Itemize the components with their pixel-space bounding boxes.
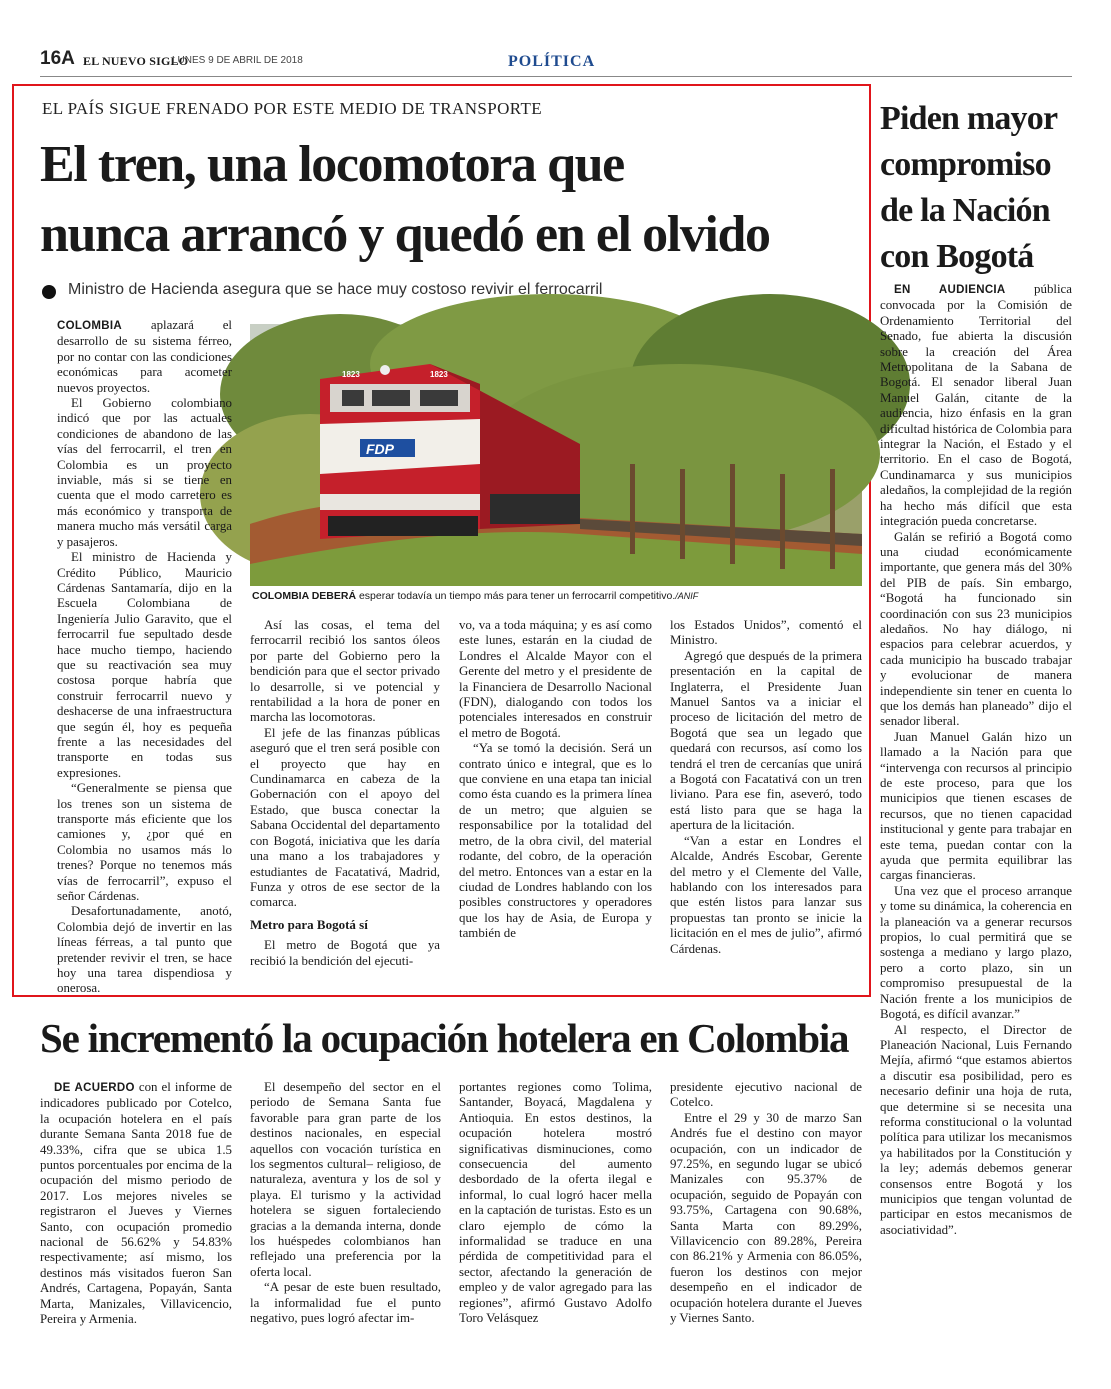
page-header [0, 0, 1111, 78]
caption-credit: /ANIF [675, 591, 699, 601]
paragraph: “A pesar de este buen resultado, la informalidad fue el punto negativo, pues logró afectar im- [250, 1280, 441, 1326]
locomotive-number-left: 1823 [342, 370, 360, 379]
article-headline-line2: nunca arrancó y quedó en el olvido [40, 206, 770, 263]
side-headline [880, 96, 1080, 280]
side-headline-line: compromiso [880, 146, 1051, 183]
article-headline-line1: El tren, una locomotora que [40, 136, 624, 193]
paragraph: Entre el 29 y 30 de marzo San Andrés fue el destino con mayor ocupación, con un indicador de 97.25%, en segundo lugar se ubicó Manizales con 95.37% de ocupación, seguido de Popayán con 93.75%, Cartagena con 90.68%, Santa Marta con 89.29%, Villavicencio con 89.28%, Pereira con 86.21% y Armenia con 86.05%, fueron los destinos con mejor desempeño en el indicador de ocupación hotelera durante el Jueves y Viernes Santo. [670, 1110, 862, 1326]
col1-lead: COLOMBIA [57, 320, 123, 332]
hotel-column-4 [670, 1080, 862, 1335]
main-column-4 [670, 618, 862, 978]
side-headline-line: Piden mayor [880, 100, 1058, 137]
section-title: POLÍTICA [508, 53, 596, 70]
side-column [880, 282, 1072, 1342]
paragraph: El metro de Bogotá que ya recibió la bendición del ejecuti- [250, 938, 440, 968]
paragraph: presidente ejecutivo nacional de Cotelco. [670, 1080, 862, 1110]
paragraph: “Generalmente se piensa que los trenes son un sistema de transporte más eficiente que los camiones y, ¿por qué en Colombia no usamos más lo trenes? Porque no tenemos más vías de ferrocarril”, expuso el señor Cárdenas. [57, 781, 232, 904]
hotel-column-2 [250, 1080, 441, 1335]
paragraph: vo, va a toda máquina; y es así como este lunes, estarán en la ciudad de Londres el Alcalde Mayor con el Gerente del metro y el presidente de la Financiera de Desarrollo Nacional (FDN), dialogando con todos los potenciales interesados en construir el metro de Bogotá. [459, 618, 652, 740]
article-kicker: EL PAÍS SIGUE FRENADO POR ESTE MEDIO DE TRANSPORTE [42, 99, 543, 118]
paragraph: pública convocada por la Comisión de Ordenamiento Territorial del Senado, fue abierta la discusión sobre la creación del Área Metropolitana de la Sabana de Bogotá. El senador liberal Juan Manuel Galán, citante de la audiencia, hizo énfasis en la gran dificultad histórica de Colombia para integrar la Nación, el Estado y el territorio. En el caso de Bogotá, Cundinamarca y sus municipios aledaños, la complejidad de la región ha hecho más difícil que esta integración pueda concretarse. [880, 282, 1072, 529]
caption-lead: COLOMBIA DEBERÁ [252, 590, 357, 602]
hotel-lead: DE ACUERDO [54, 1082, 135, 1094]
paragraph: Así las cosas, el tema del ferrocarril recibió los santos óleos por parte del Gobierno pero la bendición para que el sector privado lo desarrolle, si ve potencial y rentabilidad a la hora de poner en marcha las locomotoras. [250, 618, 440, 725]
page-number: 16A [40, 48, 75, 69]
publication-date: LUNES 9 DE ABRIL DE 2018 [172, 55, 303, 66]
paragraph: El desempeño del sector en el periodo de Semana Santa fue favorable para gran parte de los destinos nacionales, en especial aquellos con vocación turística en los segmentos cultural– religioso, de naturaleza, aventura y los de sol y playa. El turismo y la actividad hotelera se siguen fortaleciendo gracias a la demanda interna, donde los huéspedes colombianos han reflejado una preferencia por la oferta local. [250, 1080, 441, 1279]
main-column-1 [57, 318, 232, 996]
hotel-headline: Se incrementó la ocupación hotelera en Colombia [40, 1015, 849, 1061]
paragraph: aplazará el desarrollo de su sistema férreo, por no contar con las condiciones económicas para acometer nuevos proyectos. [57, 318, 232, 395]
main-column-2 [250, 618, 440, 978]
hotel-column-3 [459, 1080, 652, 1335]
side-headline-line: de la Nación [880, 192, 1050, 229]
paragraph: “Van a estar en Londres el Alcalde, Andrés Escobar, Gerente del metro y el Clemente del Valle, hablando con los interesados para que estén listos para lanzar sus propuestas tan pronto se inicie la licitación en el mes de julio”, afirmó Cárdenas. [670, 833, 862, 956]
newspaper-name: EL NUEVO SIGLO [83, 54, 189, 68]
photo-caption [252, 590, 872, 602]
paragraph: Al respecto, el Director de Planeación Nacional, Luis Fernando Mejía, afirmó “que estamos abiertos a discutir esa posibilidad, pero es necesario definir una hoja de ruta, que determine si se necesita una reforma constitucional o la voluntad política para utilizar los mecanismos ya habilitados por la Constitución y la ley; además debemos generar consensos entre Bogotá y los municipios que tengan voluntad de participar en estos mecanismos de asociatividad”. [880, 1022, 1072, 1237]
section-subhead: Metro para Bogotá sí [250, 916, 368, 932]
paragraph: Una vez que el proceso arranque y tome su dinámica, la coherencia en la planeación va a generar recursos propios, lo cual permitirá que se sostenga a mediano y largo plazo, pero a corto plazo, sin un compromiso presupuestal de la Nación frente a los municipios de Bogotá, es difícil avanzar.” [880, 883, 1072, 1022]
paragraph: Galán se refirió a Bogotá como una ciudad económicamente importante, que genera más del 30% del PIB de país. Sin embargo, “Bogotá ha funcionado sin coordinación con sus 23 municipios aledaños. No hay diálogo, ni espacios para celebrar acuerdos, y cada municipio ha buscado trabajar y evolucionar de manera independiente sin tener en cuenta lo que los demás han planeado” dijo el senador liberal. [880, 529, 1072, 729]
header-rule [40, 76, 1072, 77]
paragraph: Juan Manuel Galán hizo un llamado a la Nación para que “intervenga con recursos al principio de este proceso, para que los municipios que tienen escases de recursos, que no tienen capacidad institucional y gente para trabajar en este tema, puedan contar con la ayuda que permita equilibrar las cargas financieras. [880, 729, 1072, 883]
paragraph: Agregó que después de la primera presentación en la capital de Inglaterra, el Presidente Juan Manuel Santos va a iniciar el proceso de licitación del metro de Bogotá que sea un legado que quedará con recursos, así como los tendrá el tren de cercanías que unirá a Bogotá con Facatativá con un tren liviano. Para ese fin, aseveró, todo está listo para que se haga la apertura de la licitación. [670, 648, 862, 833]
train-illustration [250, 324, 862, 586]
paragraph: con el informe de indicadores publicado por Cotelco, la ocupación hotelera en el país durante Semana Santa 2018 fue de 49.33%, cifra que se ubica 1.5 puntos porcentuales por encima de la ocupación del mismo periodo de 2017. Los mejores niveles se registraron el Jueves y Viernes Santo, con ocupación promedio nacional de 56.62% y 54.83% respectivamente; así mismo, los destinos más visitados fueron San Andrés, Cartagena, Popayán, Santa Marta, Manizales, Villavicencio, Pereira y Armenia. [40, 1080, 232, 1327]
caption-text: esperar todavía un tiempo más para tener un ferrocarril competitivo. [358, 590, 676, 602]
paragraph: los Estados Unidos”, comentó el Ministro. [670, 618, 862, 648]
hotel-column-1 [40, 1080, 232, 1335]
bullet-icon [42, 285, 56, 299]
paragraph: El jefe de las finanzas públicas aseguró que el tren será posible con el proyecto que hay en Cundinamarca en cabeza de la Gobernación con el apoyo del Estado, que busca conectar la Sabana Occidental del departamento con Bogotá, iniciativa que les daría una mano a los trabajadores y estudiantes de Facatativá, Madrid, Funza y otros de ese sector de la comarca. [250, 725, 440, 910]
paragraph: El Gobierno colombiano indicó que por las actuales condiciones de abandono de las vías del ferrocarril, el tren en Colombia es un proyecto inviable, más si se tiene en cuenta que el modo carretero es más económico y transporta de manera mucho más versátil carga y pasajeros. [57, 396, 232, 549]
paragraph: El ministro de Hacienda y Crédito Público, Mauricio Cárdenas Santamaría, dijo en la Escuela Colombiana de Ingeniería Julio Garavito, que el ferrocarril fue sepultado desde hace mucho tiempo, haciendo que su reactivación sea muy costosa porque habría que construir ferrocarril nuevo y deshacerse de una infraestructura que según él, hoy es pequeña frente a las necesidades del transporte en todas sus expresiones. [57, 550, 232, 780]
train-photo [250, 324, 862, 586]
side-headline-line: con Bogotá [880, 238, 1034, 275]
side-lead: EN AUDIENCIA [894, 284, 1006, 296]
locomotive-number-right: 1823 [430, 370, 448, 379]
locomotive-logo: FDP [366, 441, 394, 457]
paragraph: “Ya se tomó la decisión. Será un contrato único e integral, que es lo que conviene en una etapa tan inicial como ésta cuando es la primera línea de un metro; que alguien se responsabilice por la totalidad del metro, de la obra civil, del material rodante, del cobro, de la operación del metro. Entonces van a estar en la ciudad de Londres hablando con los posibles constructores y operadores que los hay de Asia, de Europa y también de [459, 741, 652, 941]
paragraph: portantes regiones como Tolima, Santander, Boyacá, Magdalena y Antioquia. En estos destinos, la ocupación hotelera mostró significativas disminuciones, como consecuencia del aumento desbordado de la oferta ilegal e informal, lo cual logró hacer mella en la captación de turistas. Esto es un claro ejemplo de cómo la informalidad se traduce en una pérdida de competitividad para el sector, afectando la generación de empleo y de valor agregado para las regiones”, afirmó Gustavo Adolfo Toro Velásquez [459, 1080, 652, 1326]
paragraph: Desafortunadamente, anotó, Colombia dejó de invertir en las líneas férreas, a tal punto que pretender revivir el tren, se hace hoy una tarea dispendiosa y onerosa. [57, 904, 232, 996]
article-subhead: Ministro de Hacienda asegura que se hace muy costoso revivir el ferrocarril [68, 281, 603, 298]
main-column-3 [459, 618, 652, 978]
